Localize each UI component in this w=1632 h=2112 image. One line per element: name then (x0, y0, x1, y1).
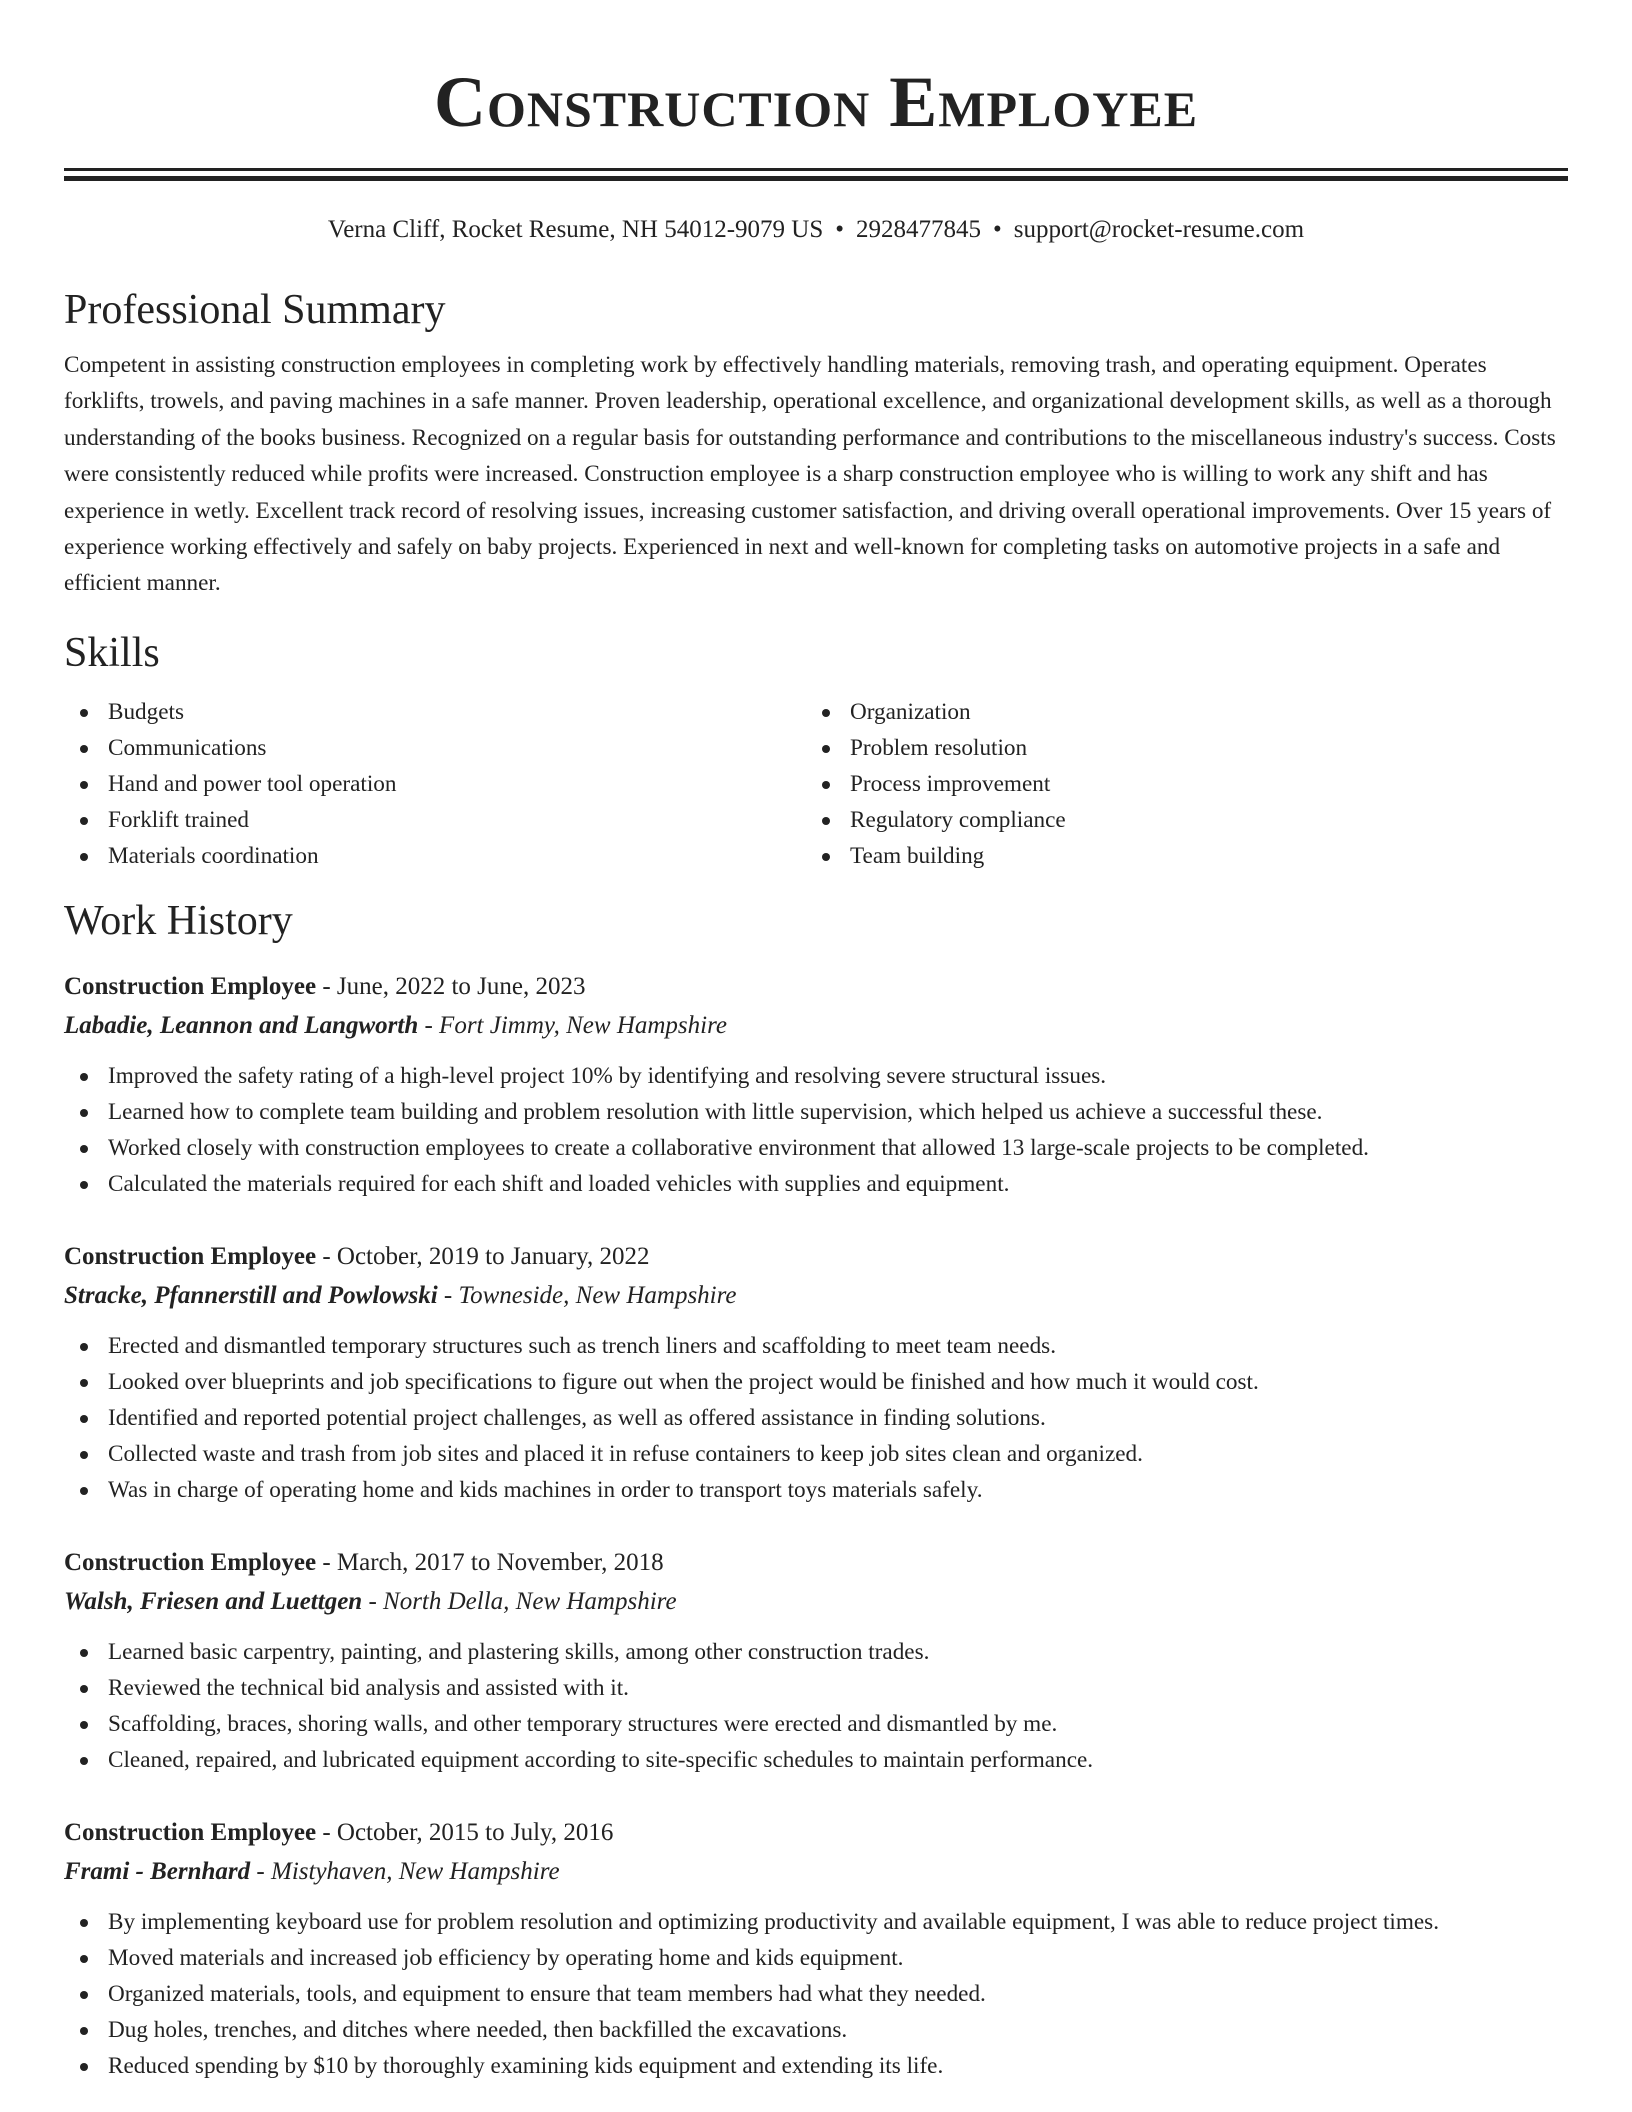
job-bullet: Moved materials and increased job efficiency by operating home and kids equipment. (64, 1940, 1568, 1976)
job-bullet: Looked over blueprints and job specifications to figure out when the project would be finished and how much it would cost. (64, 1364, 1568, 1400)
skill-item: Communications (64, 730, 806, 766)
skills-column-right (806, 694, 1548, 874)
job-bullet: Improved the safety rating of a high-level project 10% by identifying and resolving severe structural issues. (64, 1058, 1568, 1094)
job-bullets (64, 1904, 1568, 2084)
job-employer: Labadie, Leannon and Langworth (64, 1011, 419, 1039)
job-entry (64, 1814, 1568, 2084)
job-title-line (64, 1544, 1568, 1582)
job-role: Construction Employee (64, 1548, 317, 1576)
skill-item: Forklift trained (64, 802, 806, 838)
job-dates: - June, 2022 to June, 2023 (316, 972, 586, 1000)
contact-phone: 2928477845 (856, 216, 981, 243)
job-dates: - October, 2015 to July, 2016 (316, 1818, 614, 1846)
job-bullet: Scaffolding, braces, shoring walls, and other temporary structures were erected and dismantled by me. (64, 1706, 1568, 1742)
job-location: - Fort Jimmy, New Hampshire (418, 1011, 727, 1039)
job-bullet: Learned basic carpentry, painting, and plastering skills, among other construction trades. (64, 1634, 1568, 1670)
job-location: - Towneside, New Hampshire (437, 1281, 737, 1309)
job-title-line (64, 968, 1568, 1006)
resume-name: Construction Employee (433, 62, 1199, 142)
skill-item: Regulatory compliance (806, 802, 1548, 838)
job-bullet: Reduced spending by $10 by thoroughly examining kids equipment and extending its life. (64, 2048, 1568, 2084)
job-bullet: Learned how to complete team building and problem resolution with little supervision, which helped us achieve a successful these. (64, 1094, 1568, 1130)
job-entry (64, 968, 1568, 1202)
job-bullet: Reviewed the technical bid analysis and assisted with it. (64, 1670, 1568, 1706)
contact-line (64, 215, 1568, 245)
job-bullet: Collected waste and trash from job sites and placed it in refuse containers to keep job sites clean and organized. (64, 1436, 1568, 1472)
job-employer-line (64, 1006, 1568, 1046)
job-location: - Mistyhaven, New Hampshire (250, 1857, 560, 1885)
job-bullets (64, 1058, 1568, 1202)
skill-item: Budgets (64, 694, 806, 730)
job-employer-line (64, 1276, 1568, 1316)
skills-column-left (64, 694, 806, 874)
job-bullet: Dug holes, trenches, and ditches where needed, then backfilled the excavations. (64, 2012, 1568, 2048)
contact-address: Verna Cliff, Rocket Resume, NH 54012-9079 US (327, 216, 824, 243)
job-entry (64, 1238, 1568, 1508)
job-bullet: Was in charge of operating home and kids machines in order to transport toys materials safely. (64, 1472, 1568, 1508)
contact-separator: • (835, 216, 844, 243)
skill-item: Process improvement (806, 766, 1548, 802)
job-employer-line (64, 1582, 1568, 1622)
job-entry (64, 1544, 1568, 1778)
skill-item: Hand and power tool operation (64, 766, 806, 802)
skill-item: Team building (806, 838, 1548, 874)
job-bullets (64, 1634, 1568, 1778)
job-bullets (64, 1328, 1568, 1508)
section-title-skills: Skills (64, 629, 160, 676)
contact-email: support@rocket-resume.com (1013, 216, 1305, 243)
job-bullet: Erected and dismantled temporary structures such as trench liners and scaffolding to meet team needs. (64, 1328, 1568, 1364)
job-bullet: Cleaned, repaired, and lubricated equipment according to site-specific schedules to maintain performance. (64, 1742, 1568, 1778)
skill-item: Organization (806, 694, 1548, 730)
contact-separator: • (993, 216, 1002, 243)
job-dates: - October, 2019 to January, 2022 (316, 1242, 650, 1270)
header-divider-thin (64, 168, 1568, 171)
summary-text: Competent in assisting construction employees in completing work by effectively handling materials, removing trash, and operating equipment. Operates forklifts, trowels, and paving machines in a safe manner. Proven leadership, operational excellence, and organizational development skills, as well as a thorough understanding of the books business. Recognized on a regular basis for outstanding performance and contributions to the miscellaneous industry's success. Costs were consistently reduced while profits were increased. Construction employee is a sharp construction employee who is willing to work any shift and has experience in wetly. Excellent track record of resolving issues, increasing customer satisfaction, and driving overall operational improvements. Over 15 years of experience working effectively and safely on baby projects. Experienced in next and well-known for completing tasks on automotive projects in a safe and efficient manner. (64, 352, 1556, 597)
section-title-summary: Professional Summary (64, 287, 446, 333)
job-bullet: Worked closely with construction employees to create a collaborative environment that allowed 13 large-scale projects to be completed. (64, 1130, 1568, 1166)
job-dates: - March, 2017 to November, 2018 (316, 1548, 664, 1576)
job-employer: Walsh, Friesen and Luettgen (64, 1587, 363, 1615)
job-bullet: Organized materials, tools, and equipment to ensure that team members had what they needed. (64, 1976, 1568, 2012)
job-title-line (64, 1238, 1568, 1276)
job-role: Construction Employee (64, 1242, 317, 1270)
job-title-line (64, 1814, 1568, 1852)
job-employer: Frami - Bernhard (64, 1857, 251, 1885)
job-employer-line (64, 1852, 1568, 1892)
skill-item: Materials coordination (64, 838, 806, 874)
job-bullet: By implementing keyboard use for problem resolution and optimizing productivity and available equipment, I was able to reduce project times. (64, 1904, 1568, 1940)
job-employer: Stracke, Pfannerstill and Powlowski (64, 1281, 438, 1309)
job-role: Construction Employee (64, 972, 317, 1000)
skills-list (64, 694, 1568, 874)
job-bullet: Identified and reported potential project challenges, as well as offered assistance in finding solutions. (64, 1400, 1568, 1436)
resume-page (64, 0, 1568, 2084)
section-title-work-history: Work History (64, 897, 293, 944)
skill-item: Problem resolution (806, 730, 1548, 766)
job-role: Construction Employee (64, 1818, 317, 1846)
header-divider-thick (64, 176, 1568, 181)
job-location: - North Della, New Hampshire (362, 1587, 677, 1615)
job-bullet: Calculated the materials required for each shift and loaded vehicles with supplies and equipment. (64, 1166, 1568, 1202)
